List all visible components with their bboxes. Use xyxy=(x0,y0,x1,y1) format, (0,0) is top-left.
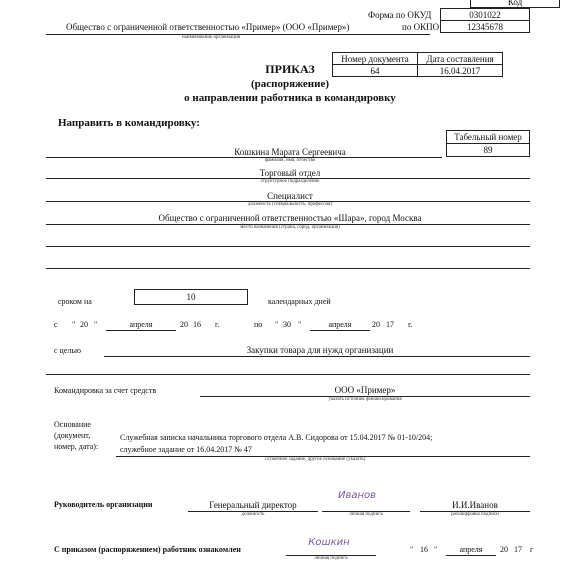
duration-unit: календарных дней xyxy=(268,297,331,306)
acknowledge-signature: Кошкин xyxy=(308,537,350,548)
document-subject: о направлении работника в командировку xyxy=(184,92,396,104)
basis-line-1: Служебная записка начальника торгового отдела А.В. Сидорова от 15.04.2017 № 01-10/204; xyxy=(120,433,433,442)
head-position: Генеральный директор xyxy=(209,500,297,510)
basis-label-1: Основание xyxy=(54,420,91,429)
employee-name-caption: фамилия, имя, отчество xyxy=(264,158,316,163)
period-from-open-quote: " xyxy=(72,320,76,329)
period-from-month-line xyxy=(106,330,176,331)
ack-open-quote: " xyxy=(410,545,414,554)
head-signature-caption: личная подпись xyxy=(349,512,383,517)
basis-label-2: (документ, xyxy=(54,431,91,440)
purpose-extra-line xyxy=(46,374,530,375)
purpose-label: с целью xyxy=(54,346,81,355)
duration-label: сроком на xyxy=(58,297,92,306)
doc-date: 16.04.2017 xyxy=(417,64,503,77)
doc-number: 64 xyxy=(332,64,418,77)
period-to-year-prefix: 20 xyxy=(372,320,380,329)
funding-caption: указать источник финансирования xyxy=(328,397,402,402)
head-name: И.И.Иванов xyxy=(452,500,498,510)
ack-year-prefix: 20 xyxy=(500,545,508,554)
acknowledge-signature-caption: личная подпись xyxy=(314,556,348,561)
head-label: Руководитель организации xyxy=(54,500,153,509)
position-caption: должность (специальность, профессия) xyxy=(247,202,333,207)
destination: Общество с ограниченной ответственностью «Шара», город Москва xyxy=(158,213,422,223)
codes-header: Код xyxy=(470,0,560,8)
period-to-label: по xyxy=(254,320,263,329)
employee-name: Кошкина Марата Сергеевича xyxy=(234,147,346,157)
destination-extra-line-1 xyxy=(46,246,530,247)
ack-month: апреля xyxy=(459,545,483,554)
ack-year-suffix: г xyxy=(530,545,534,554)
basis-line-2: служебное задание от 16.04.2017 № 47 xyxy=(120,445,252,454)
basis-label-3: номер, дата): xyxy=(54,442,99,451)
period-to-month: апреля xyxy=(328,320,352,329)
period-to-month-line xyxy=(310,330,370,331)
period-from-month: апреля xyxy=(129,320,153,329)
basis-caption: служебное задание, другое основание (указать) xyxy=(264,457,366,462)
doc-date-label: Дата составления xyxy=(417,52,503,65)
organization-caption: наименование организации xyxy=(182,35,241,40)
ack-month-line xyxy=(446,555,496,556)
ack-close-quote: " xyxy=(434,545,438,554)
period-from-label: с xyxy=(54,320,58,329)
section-title: Направить в командировку: xyxy=(58,117,200,129)
position: Специалист xyxy=(267,191,313,201)
head-signature: Иванов xyxy=(337,490,377,501)
department-caption: структурное подразделение xyxy=(260,179,320,184)
period-to-close-quote: " xyxy=(298,320,302,329)
funding-value: ООО «Пример» xyxy=(334,385,396,395)
period-from-year: 16 xyxy=(193,320,201,329)
period-to-day: 30 xyxy=(283,320,291,329)
tab-number: 89 xyxy=(446,143,530,157)
ack-year: 17 xyxy=(514,545,522,554)
purpose-line xyxy=(104,356,530,357)
head-position-caption: должность xyxy=(241,512,265,517)
period-from-close-quote: " xyxy=(94,320,98,329)
purpose-value: Закупки товара для нужд организации xyxy=(246,345,394,355)
period-from-year-suffix: г. xyxy=(215,320,220,329)
document-subtitle: (распоряжение) xyxy=(250,78,329,90)
duration-days: 10 xyxy=(186,292,196,302)
department: Торговый отдел xyxy=(259,168,321,178)
okpo-label: по ОКПО xyxy=(402,22,440,32)
okud-value: 0301022 xyxy=(440,8,530,21)
destination-extra-line-2 xyxy=(46,268,530,269)
organization-name: Общество с ограниченной ответственностью «Пример» (ООО «Пример») xyxy=(66,22,350,32)
destination-caption: место назначения (страна, город, организация) xyxy=(240,225,340,230)
doc-number-label: Номер документа xyxy=(332,52,418,65)
period-to-open-quote: " xyxy=(275,320,279,329)
document-title: ПРИКАЗ xyxy=(265,62,315,76)
okpo-value: 12345678 xyxy=(440,20,530,33)
period-to-year-suffix: г. xyxy=(408,320,413,329)
funding-label: Командировка за счет средств xyxy=(54,386,157,395)
period-from-day: 20 xyxy=(80,320,88,329)
tab-number-label: Табельный номер xyxy=(446,130,530,144)
okud-label: Форма по ОКУД xyxy=(368,10,432,20)
head-name-caption: расшифровка подписи xyxy=(451,512,499,517)
ack-day: 16 xyxy=(420,545,428,554)
period-to-year: 17 xyxy=(386,320,394,329)
period-from-year-prefix: 20 xyxy=(180,320,188,329)
acknowledge-label: С приказом (распоряжением) работник ознакомлен xyxy=(54,545,241,554)
